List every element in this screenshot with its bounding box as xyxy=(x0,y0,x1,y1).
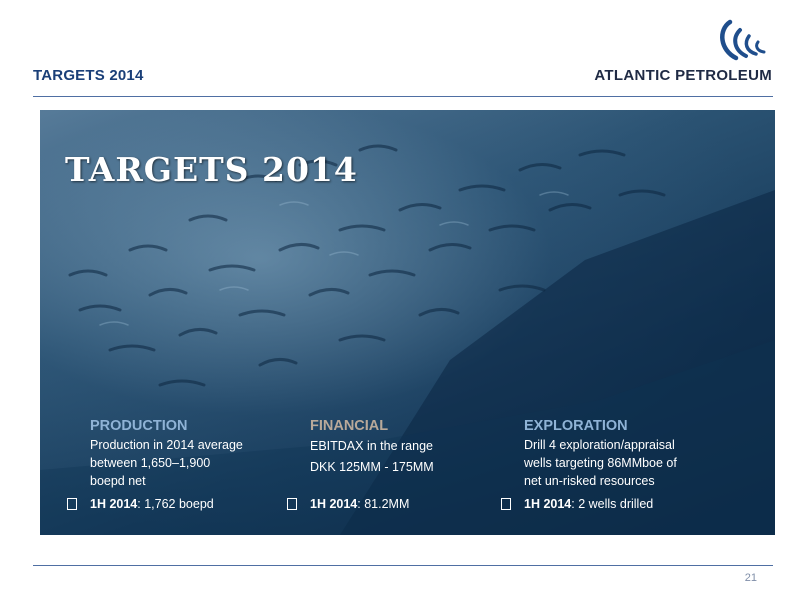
financial-title: FINANCIAL xyxy=(310,418,389,434)
page-number: 21 xyxy=(744,572,757,584)
logo-wave-icon xyxy=(716,16,772,64)
production-body xyxy=(90,436,270,490)
slide-title: TARGETS 2014 xyxy=(33,67,144,84)
bullet-box-icon xyxy=(287,498,297,510)
exploration-bullet-label: 1H 2014 xyxy=(524,497,572,511)
production-bullet-value: : 1,762 boepd xyxy=(137,497,214,511)
company-logo xyxy=(594,16,772,88)
production-title: PRODUCTION xyxy=(90,418,188,434)
exploration-body-line: net un-risked resources xyxy=(524,474,655,488)
production-bullet-label: 1H 2014 xyxy=(90,497,138,511)
exploration-body-line: wells targeting 86MMboe of xyxy=(524,456,677,470)
exploration-body-line: Drill 4 exploration/appraisal xyxy=(524,438,675,452)
hero-panel xyxy=(40,110,775,535)
exploration-column xyxy=(524,418,704,490)
financial-bullet-value: : 81.2MM xyxy=(357,497,410,511)
financial-bullet-label: 1H 2014 xyxy=(310,497,358,511)
financial-body-line: DKK 125MM - 175MM xyxy=(310,460,434,474)
exploration-bullet xyxy=(524,497,653,511)
hero-heading: TARGETS 2014 xyxy=(65,150,358,189)
logo-wordmark: ATLANTIC PETROLEUM xyxy=(594,67,772,84)
exploration-bullet-value: : 2 wells drilled xyxy=(571,497,654,511)
production-body-line: Production in 2014 average xyxy=(90,438,243,452)
production-column xyxy=(90,418,270,490)
production-body-line: between 1,650–1,900 xyxy=(90,456,211,470)
financial-body xyxy=(310,436,470,478)
header-divider xyxy=(33,96,773,97)
exploration-body xyxy=(524,436,704,490)
financial-column xyxy=(310,418,470,478)
footer-divider xyxy=(33,565,773,566)
financial-bullet xyxy=(310,497,409,511)
bullet-box-icon xyxy=(501,498,511,510)
bullet-box-icon xyxy=(67,498,77,510)
production-bullet xyxy=(90,497,214,511)
production-body-line: boepd net xyxy=(90,474,146,488)
financial-body-line: EBITDAX in the range xyxy=(310,439,433,453)
exploration-title: EXPLORATION xyxy=(524,418,628,434)
